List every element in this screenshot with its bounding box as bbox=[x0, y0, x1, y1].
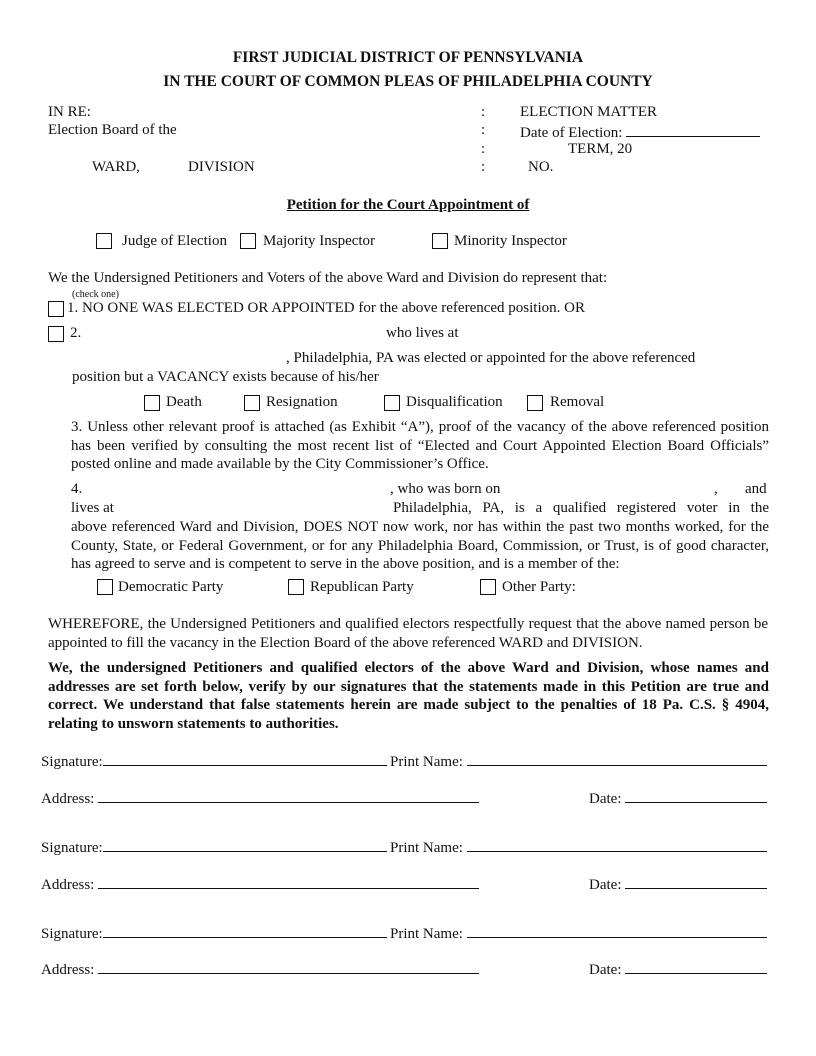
print-name-line[interactable] bbox=[467, 923, 767, 938]
caption-colon: : bbox=[481, 141, 486, 157]
print-name-field[interactable] bbox=[390, 751, 767, 771]
number-label: NO. bbox=[528, 159, 554, 175]
signature-label: Signature: bbox=[41, 840, 103, 856]
address-label: Address: bbox=[41, 962, 95, 978]
wherefore-paragraph: WHEREFORE, the Undersigned Petitioners and qualified electors respectfully request that the above named person be appointed to fill the vacancy in the Election Board of the above referenced WARD and DIVISION. bbox=[48, 616, 768, 651]
item2-lives-at: who lives at bbox=[386, 325, 459, 341]
disqualification-label: Disqualification bbox=[406, 394, 503, 410]
item3-text: 3. Unless other relevant proof is attached (as Exhibit “A”), proof of the vacancy of the above referenced position has been verified by consulting the most recent list of “Elected and Court Appointed Election Board Officials” posted online and made available by the City Commissioner’s Office. bbox=[71, 419, 769, 472]
resignation-label: Resignation bbox=[266, 394, 338, 410]
signature-line[interactable] bbox=[103, 751, 387, 766]
removal-label: Removal bbox=[550, 394, 605, 410]
print-name-line[interactable] bbox=[467, 751, 767, 766]
verification-paragraph: We, the undersigned Petitioners and qualified electors of the above Ward and Division, whose names and addresses are set forth below, verify by our signatures that the statements made in this Petition are true and correct. We understand that false statements herein are made subject to the penalties of 18 Pa. C.S. § 4904, relating to unsworn statements to authorities. bbox=[48, 660, 769, 732]
minority-inspector-checkbox[interactable] bbox=[432, 233, 448, 249]
signature-field[interactable] bbox=[41, 751, 387, 771]
death-checkbox[interactable] bbox=[144, 395, 160, 411]
election-matter-label: ELECTION MATTER bbox=[520, 104, 658, 120]
date-field[interactable] bbox=[589, 788, 767, 808]
address-field[interactable] bbox=[41, 874, 479, 894]
item1-checkbox[interactable] bbox=[48, 301, 64, 317]
signature-line[interactable] bbox=[103, 923, 387, 938]
address-field[interactable] bbox=[41, 959, 479, 979]
republican-party-checkbox[interactable] bbox=[288, 579, 304, 595]
petition-title: Petition for the Court Appointment of bbox=[286, 197, 530, 213]
other-party-checkbox[interactable] bbox=[480, 579, 496, 595]
court-name-heading: IN THE COURT OF COMMON PLEAS OF PHILADELPHIA COUNTY bbox=[163, 73, 653, 90]
address-line[interactable] bbox=[98, 788, 479, 803]
intro-statement: We the Undersigned Petitioners and Voters of the above Ward and Division do represent that: bbox=[48, 270, 608, 286]
date-of-election-line[interactable] bbox=[626, 122, 760, 137]
item1-text: 1. NO ONE WAS ELECTED OR APPOINTED for the above referenced position. OR bbox=[67, 300, 585, 316]
democratic-party-label: Democratic Party bbox=[118, 579, 224, 595]
date-label: Date: bbox=[589, 877, 622, 893]
court-district-heading: FIRST JUDICIAL DISTRICT OF PENNSYLVANIA bbox=[232, 49, 584, 66]
date-field[interactable] bbox=[589, 874, 767, 894]
date-field[interactable] bbox=[589, 959, 767, 979]
address-label: Address: bbox=[41, 877, 95, 893]
other-party-label: Other Party: bbox=[502, 579, 576, 595]
address-line[interactable] bbox=[98, 874, 479, 889]
item2-philadelphia: , Philadelphia, PA was elected or appointed for the above referenced bbox=[286, 350, 696, 366]
removal-checkbox[interactable] bbox=[527, 395, 543, 411]
date-of-election-field[interactable] bbox=[520, 122, 760, 142]
date-of-election-label: Date of Election: bbox=[520, 125, 623, 141]
caption-colon: : bbox=[481, 159, 486, 175]
item4-born-on: , who was born on bbox=[390, 481, 501, 497]
print-name-label: Print Name: bbox=[390, 926, 463, 942]
ward-label: WARD, bbox=[92, 159, 140, 175]
item2-vacancy: position but a VACANCY exists because of his/her bbox=[72, 369, 379, 385]
item2-number: 2. bbox=[70, 325, 82, 341]
address-field[interactable] bbox=[41, 788, 479, 808]
signature-field[interactable] bbox=[41, 923, 387, 943]
minority-inspector-label: Minority Inspector bbox=[454, 233, 567, 249]
print-name-label: Print Name: bbox=[390, 840, 463, 856]
print-name-field[interactable] bbox=[390, 923, 767, 943]
item4-text: above referenced Ward and Division, DOES NOT now work, nor has within the past two months worked, for the County, State, or Federal Government, or for any Philadelphia Board, Commission, or Trust, is of good character, has agreed to serve and is competent to serve in the above position, and is a member of the: bbox=[71, 519, 769, 572]
item4-comma: , bbox=[714, 481, 718, 497]
republican-party-label: Republican Party bbox=[310, 579, 414, 595]
democratic-party-checkbox[interactable] bbox=[97, 579, 113, 595]
print-name-label: Print Name: bbox=[390, 754, 463, 770]
date-label: Date: bbox=[589, 962, 622, 978]
resignation-checkbox[interactable] bbox=[244, 395, 260, 411]
item4-number: 4. bbox=[71, 481, 83, 497]
term-label: TERM, 20 bbox=[568, 141, 633, 157]
election-board-label: Election Board of the bbox=[48, 122, 177, 138]
signature-line[interactable] bbox=[103, 837, 387, 852]
in-re-label: IN RE: bbox=[48, 104, 91, 120]
check-one-note: (check one) bbox=[72, 289, 119, 300]
address-label: Address: bbox=[41, 791, 95, 807]
majority-inspector-checkbox[interactable] bbox=[240, 233, 256, 249]
disqualification-checkbox[interactable] bbox=[384, 395, 400, 411]
date-line[interactable] bbox=[625, 874, 767, 889]
signature-label: Signature: bbox=[41, 926, 103, 942]
date-line[interactable] bbox=[625, 959, 767, 974]
print-name-field[interactable] bbox=[390, 837, 767, 857]
item4-qualified: Philadelphia, PA, is a qualified registered voter in the bbox=[393, 500, 769, 516]
division-label: DIVISION bbox=[188, 159, 255, 175]
address-line[interactable] bbox=[98, 959, 479, 974]
item2-checkbox[interactable] bbox=[48, 326, 64, 342]
caption-colon: : bbox=[481, 122, 486, 138]
majority-inspector-label: Majority Inspector bbox=[263, 233, 376, 249]
signature-label: Signature: bbox=[41, 754, 103, 770]
print-name-line[interactable] bbox=[467, 837, 767, 852]
item4-and: and bbox=[745, 481, 767, 497]
judge-of-election-label: Judge of Election bbox=[122, 233, 227, 249]
caption-colon: : bbox=[481, 104, 486, 120]
signature-field[interactable] bbox=[41, 837, 387, 857]
item4-lives-at: lives at bbox=[71, 500, 114, 516]
death-label: Death bbox=[166, 394, 202, 410]
date-line[interactable] bbox=[625, 788, 767, 803]
date-label: Date: bbox=[589, 791, 622, 807]
judge-of-election-checkbox[interactable] bbox=[96, 233, 112, 249]
